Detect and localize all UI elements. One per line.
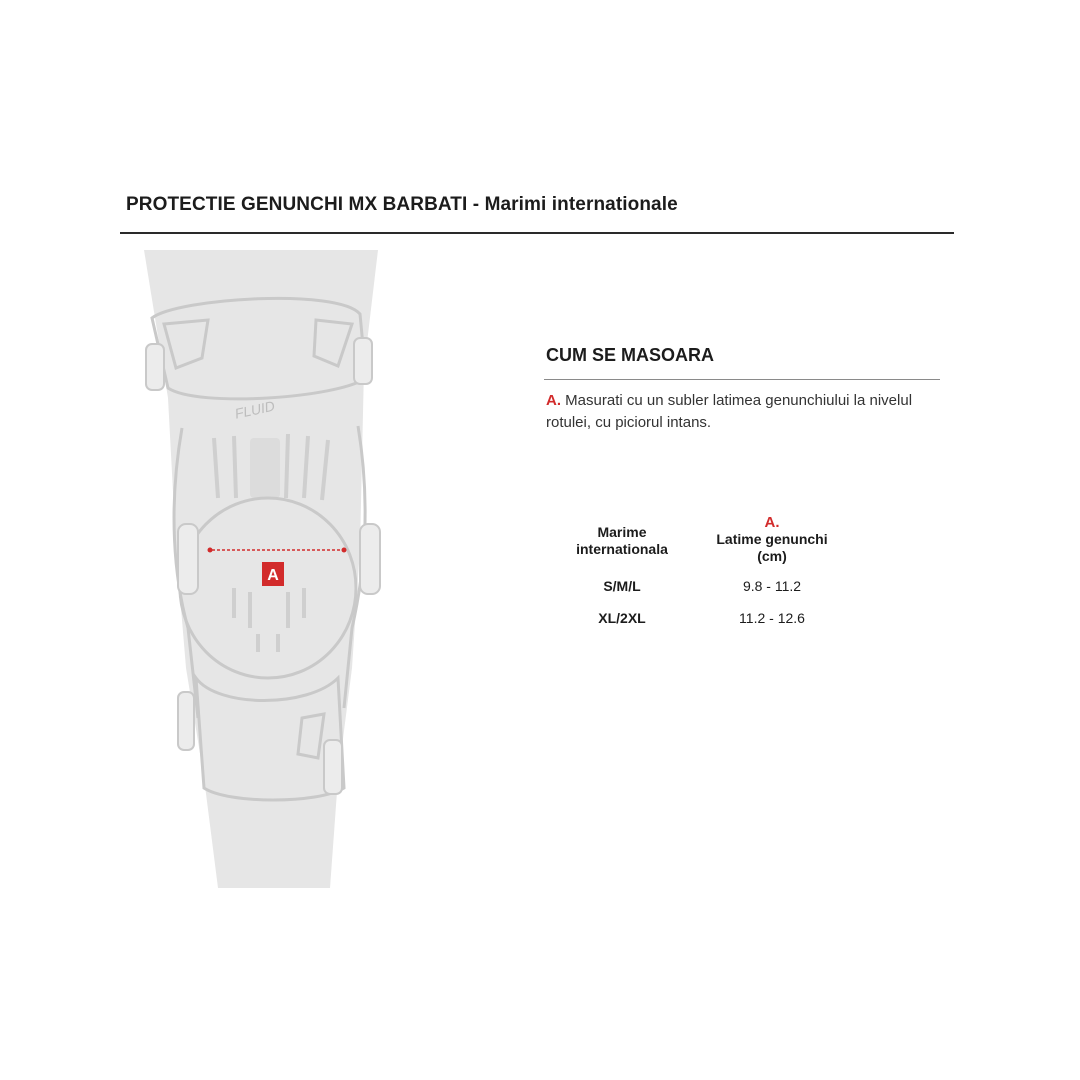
thigh-center-bar: [250, 438, 280, 498]
section-divider: [544, 379, 940, 380]
size-column-header: Marime internationala: [576, 524, 668, 557]
upper-right-strap: [354, 338, 372, 384]
width-column-header: [702, 514, 842, 565]
knee-right-hinge: [360, 524, 380, 594]
instruction-body: Masurati cu un subler latimea genunchiului la nivelul rotulei, cu piciorul intans.: [546, 392, 913, 431]
table-row-size: XL/2XL: [598, 610, 646, 626]
title-divider: [120, 232, 954, 234]
page-title: PROTECTIE GENUNCHI MX BARBATI - Marimi internationale: [126, 194, 678, 215]
table-row-size: S/M/L: [603, 578, 641, 594]
table-row-width: 11.2 - 12.6: [739, 610, 805, 626]
width-column-marker: A.: [764, 514, 780, 531]
width-column-label: Latime genunchi (cm): [716, 531, 828, 564]
brand-text: FLUID: [233, 397, 277, 422]
instruction-marker: A.: [546, 392, 561, 409]
lower-left-strap: [178, 692, 194, 750]
measurement-right-end: [342, 548, 347, 553]
instruction-text: [546, 390, 946, 434]
section-heading: CUM SE MASOARA: [546, 345, 715, 365]
table-row-width: 9.8 - 11.2: [742, 578, 802, 594]
knee-left-hinge: [178, 524, 198, 594]
lower-right-strap: [324, 740, 342, 794]
upper-left-strap: [146, 344, 164, 390]
measurement-left-end: [208, 548, 213, 553]
measurement-marker-label: A: [267, 567, 279, 584]
knee-brace-illustration: [138, 248, 386, 890]
